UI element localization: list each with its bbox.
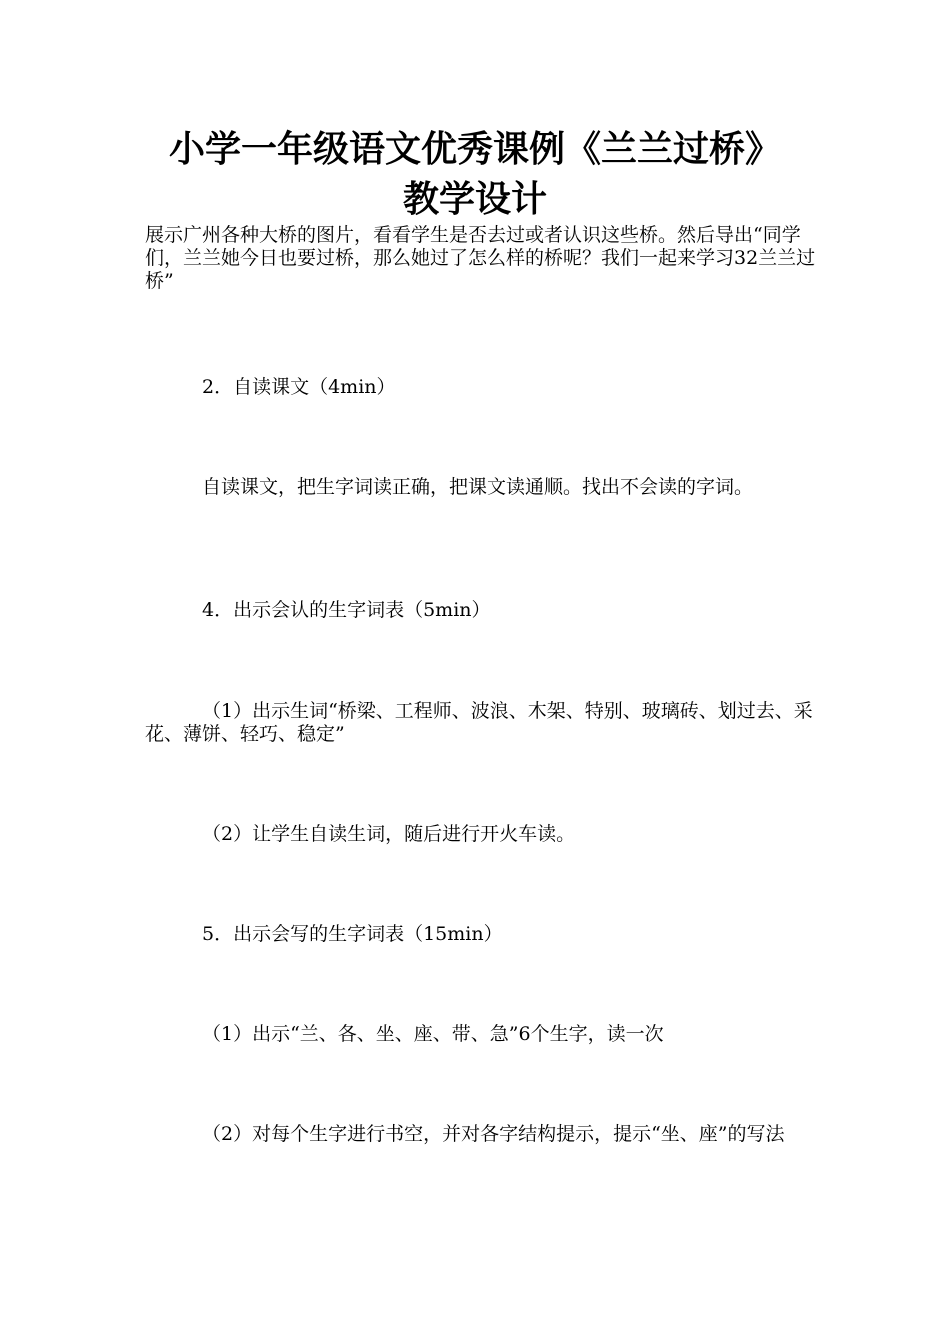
- document-title-line2: 教学设计: [402, 179, 547, 220]
- paragraph-step-5-item-2: （2）对每个生字进行书空，并对各字结构提示，提示“坐、座”的写法: [202, 1123, 785, 1145]
- paragraph-step-5-item-1: （1）出示“兰、各、坐、座、带、急”6个生字，读一次: [202, 1023, 664, 1045]
- paragraph-step-4-heading: 4．出示会认的生字词表（5min）: [202, 599, 491, 621]
- document-title-line1: 小学一年级语文优秀课例《兰兰过桥》: [168, 129, 781, 170]
- paragraph-step-2-heading: 2．自读课文（4min）: [202, 376, 396, 398]
- paragraph-step-5-heading: 5．出示会写的生字词表（15min）: [202, 923, 503, 945]
- paragraph-step-4-item-2: （2）让学生自读生词，随后进行开火车读。: [202, 823, 576, 845]
- paragraph-intro: 展示广州各种大桥的图片，看看学生是否去过或者认识这些桥。然后导出“同学们，兰兰她今日也要过桥，那么她过了怎么样的桥呢？我们一起来学习32兰兰过桥”: [145, 224, 816, 292]
- paragraph-step-2-body: 自读课文，把生字词读正确，把课文读通顺。找出不会读的字词。: [202, 476, 754, 498]
- paragraph-step-4-item-1: （1）出示生词“桥梁、工程师、波浪、木架、特别、玻璃砖、划过去、采花、薄饼、轻巧、稳定”: [145, 700, 813, 745]
